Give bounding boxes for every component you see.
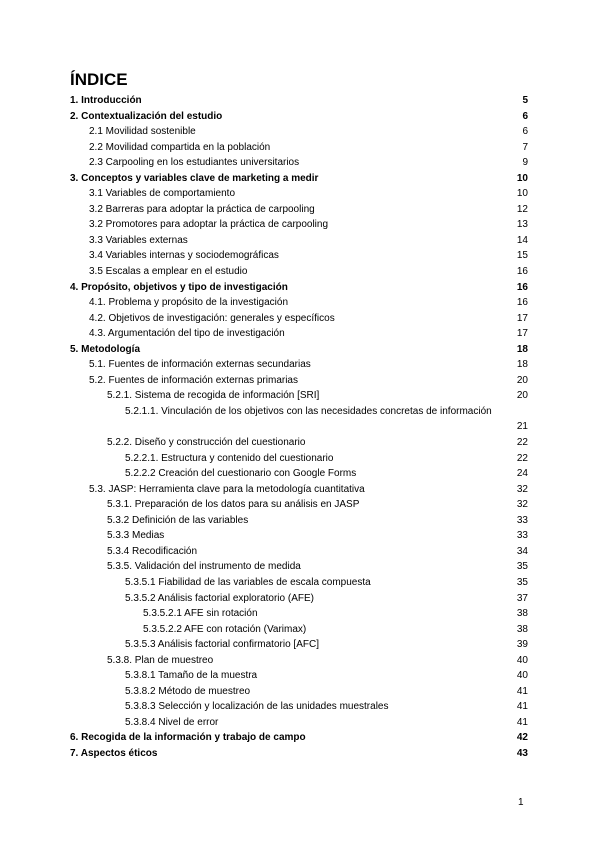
toc-entry-page: 33 [516,530,528,542]
toc-entry-text: 5.3.5.2 Análisis factorial exploratorio (AFE) [125,592,314,604]
toc-entry[interactable] [70,653,528,669]
toc-entry-text: 4.2. Objetivos de investigación: generales y específicos [89,312,335,324]
toc-entry[interactable] [70,435,528,451]
toc-entry-page: 21 [516,421,528,433]
toc-entry-text: 5.2.2.1. Estructura y contenido del cuestionario [125,452,334,464]
toc-entry-page: 18 [516,359,528,371]
toc-entry[interactable] [70,637,528,653]
toc-entry[interactable] [70,684,528,700]
toc-entry[interactable] [70,388,528,404]
toc-entry-page: 6 [522,126,528,138]
toc-entry[interactable] [70,622,528,638]
toc-entry-text: 2.3 Carpooling en los estudiantes universitarios [89,157,300,169]
toc-entry-page: 17 [516,312,528,324]
toc-entry-text: 5.2. Fuentes de información externas primarias [89,374,298,386]
toc-entry[interactable] [70,528,528,544]
toc-entry[interactable] [70,342,528,358]
toc-entry-text: 3.4 Variables internas y sociodemográficas [89,250,279,262]
toc-entry[interactable] [70,466,528,482]
toc-entry-text: 5. Metodología [70,343,140,355]
toc-entry-text: 5.3.5.1 Fiabilidad de las variables de escala compuesta [125,576,371,588]
toc-entry[interactable] [70,93,528,109]
toc-entry-text: 4.3. Argumentación del tipo de investigación [89,328,285,340]
toc-entry-text: 5.3.8.1 Tamaño de la muestra [125,670,258,682]
toc-entry-page: 40 [516,654,528,666]
toc-entry[interactable] [70,482,528,498]
toc-entry-page: 10 [516,188,528,200]
toc-entry-page: 38 [516,608,528,620]
toc-entry-text: 3.3 Variables externas [89,234,188,246]
toc-entry[interactable] [70,280,528,296]
page-number: 1 [518,797,524,808]
toc-entry-page: 40 [516,670,528,682]
toc-entry-text: 6. Recogida de la información y trabajo de campo [70,732,306,744]
toc-entry[interactable] [70,217,528,233]
toc-entry-text: 5.3.8.2 Método de muestreo [125,685,251,697]
index-title: ÍNDICE [70,70,128,89]
toc-entry[interactable] [70,124,528,140]
toc-entry-text: 5.3.5.2.2 AFE con rotación (Varimax) [143,623,307,635]
toc-entry-page: 7 [522,141,528,153]
toc-entry-page: 5 [522,95,528,106]
toc-entry[interactable] [70,497,528,513]
toc-entry-page: 13 [516,219,528,231]
toc-entry[interactable] [70,575,528,591]
toc-entry[interactable] [70,357,528,373]
toc-entry-text: 5.3.3 Medias [107,530,165,542]
toc-entry-text: 5.3.4 Recodificación [107,545,198,557]
toc-entry[interactable] [70,248,528,264]
toc-entry-text: 5.2.1. Sistema de recogida de información [SRI] [107,390,320,402]
toc-entry-text: 5.3.8.3 Selección y localización de las unidades muestrales [125,701,389,713]
toc-entry-text: 4. Propósito, objetivos y tipo de investigación [70,281,288,293]
toc-entry-page: 20 [516,374,528,386]
toc-entry-page: 35 [516,576,528,588]
toc-entry-page: 33 [516,514,528,526]
toc-entry[interactable] [70,155,528,171]
toc-entry-page: 9 [522,157,528,169]
toc-entry-page: 41 [516,701,528,713]
toc-entry-page: 37 [516,592,528,604]
toc-entry[interactable] [70,109,528,125]
toc-entry-page: 16 [516,297,528,309]
toc-entry[interactable] [70,264,528,280]
toc-entry-page: 42 [516,732,528,744]
toc-entry-page: 41 [516,685,528,697]
toc-entry-text: 3.2 Barreras para adoptar la práctica de carpooling [89,203,315,215]
toc-entry[interactable] [70,373,528,389]
toc-entry[interactable] [70,186,528,202]
toc-entry-page: 16 [516,281,528,293]
toc-entry[interactable] [70,668,528,684]
toc-entry-text: 5.2.2. Diseño y construcción del cuestionario [107,437,306,449]
toc-entry[interactable] [70,559,528,575]
toc-entry-text: 5.3.8. Plan de muestreo [107,654,214,666]
toc-entry[interactable] [70,591,528,607]
toc-entry-page: 35 [516,561,528,573]
toc-entry-text: 5.1. Fuentes de información externas secundarias [89,359,311,371]
toc-entry[interactable] [70,171,528,187]
toc-entry-text: 2.1 Movilidad sostenible [89,126,196,138]
toc-entry-page: 43 [516,747,528,759]
toc-entry[interactable] [70,746,528,762]
toc-entry-page: 32 [516,499,528,511]
toc-entry-text: 5.3.2 Definición de las variables [107,514,249,526]
toc-entry[interactable] [70,730,528,746]
toc-entry-text: 5.3.1. Preparación de los datos para su análisis en JASP [107,499,360,511]
toc-entry[interactable] [70,451,528,467]
toc-entry-text: 1. Introducción [70,95,142,106]
toc-entry-page: 6 [522,110,528,122]
toc-entry[interactable] [70,606,528,622]
toc-entry-page: 32 [516,483,528,495]
toc-entry[interactable] [70,233,528,249]
toc-entry[interactable] [70,140,528,156]
toc-entry[interactable] [70,295,528,311]
toc-entry-page: 20 [516,390,528,402]
toc-entry-text: 3. Conceptos y variables clave de marketing a medir [70,172,319,184]
toc-entry-page: 22 [516,437,528,449]
toc-entry-text: 5.3. JASP: Herramienta clave para la metodología cuantitativa [89,483,365,495]
toc-entry[interactable] [70,699,528,715]
toc-entry-text: 5.3.5.2.1 AFE sin rotación [143,608,258,620]
toc-entry-text: 5.3.5.3 Análisis factorial confirmatorio [AFC] [125,639,319,651]
toc-entry-text: 3.2 Promotores para adoptar la práctica de carpooling [89,219,329,231]
toc-entry-text: 3.5 Escalas a emplear en el estudio [89,266,248,278]
toc-entry[interactable] [70,311,528,327]
toc-entry-page: 12 [516,203,528,215]
toc-entry-page: 39 [516,639,528,651]
toc-entry-page: 14 [516,234,528,246]
toc-entry-text: 4.1. Problema y propósito de la investigación [89,297,289,309]
toc-entry-page: 16 [516,266,528,278]
toc-entry-page: 34 [516,545,528,557]
toc-entry[interactable] [70,513,528,529]
toc-entry-text: 3.1 Variables de comportamiento [89,188,236,200]
toc-entry[interactable] [70,326,528,342]
toc-entry-text: 5.2.2.2 Creación del cuestionario con Google Forms [125,468,357,480]
toc-entry-page: 41 [516,716,528,728]
toc-entry-text: 5.3.5. Validación del instrumento de medida [107,561,301,573]
toc-entry-page: 24 [516,468,528,480]
toc-entry-page: 10 [516,172,528,184]
toc-entry-page: 38 [516,623,528,635]
toc-entry-page: 22 [516,452,528,464]
toc-entry-text: 5.3.8.4 Nivel de error [125,716,219,728]
toc-entry-page: 17 [516,328,528,340]
toc-entry[interactable] [70,202,528,218]
toc-entry-page: 18 [516,343,528,355]
toc-entry[interactable] [70,544,528,560]
toc-entry-text: 2. Contextualización del estudio [70,110,223,122]
toc-entry-text: 2.2 Movilidad compartida en la población [89,141,271,153]
toc-entry[interactable] [70,715,528,731]
toc-entry[interactable] [70,404,528,435]
toc-entry-text: 5.2.1.1. Vinculación de los objetivos con las necesidades concretas de información [125,405,492,417]
table-of-contents [70,93,528,762]
toc-entry-page: 15 [516,250,528,262]
toc-entry-text: 7. Aspectos éticos [70,747,158,759]
